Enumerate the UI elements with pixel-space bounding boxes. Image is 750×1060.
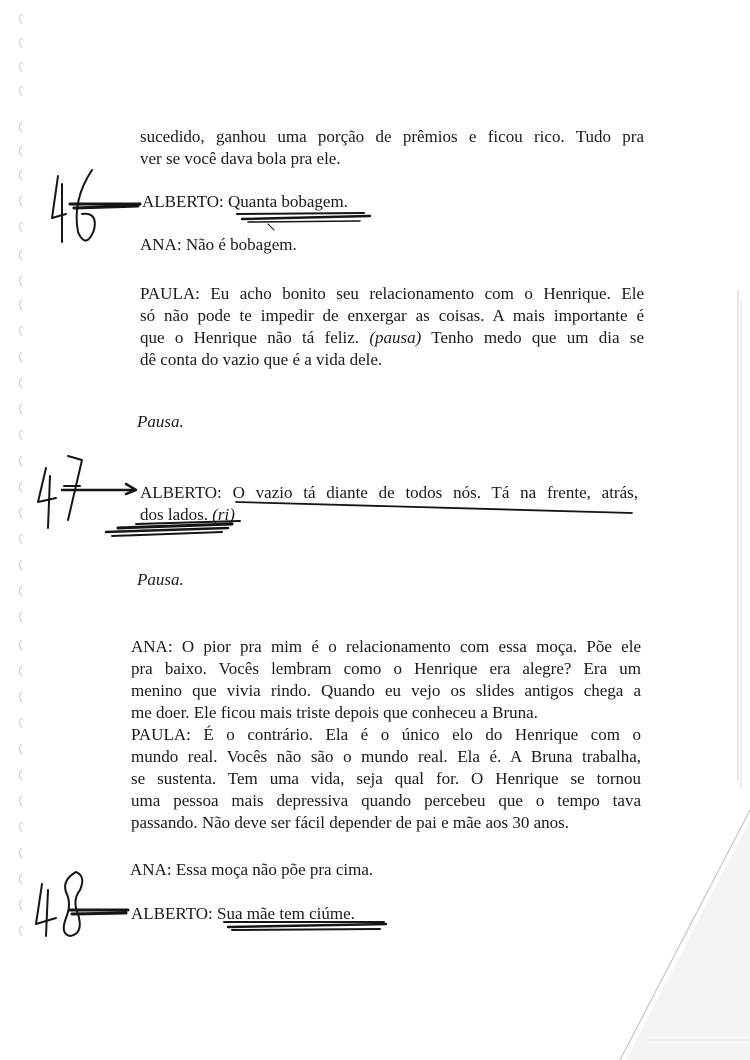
speaker-label: ALBERTO: (140, 483, 222, 502)
stage-direction-pause (137, 411, 337, 433)
handwritten-arrow (70, 204, 140, 208)
text-line: passando. Não deve ser fácil depender de pai e mãe aos 30 anos. (131, 813, 570, 832)
speaker-label: ALBERTO: (131, 904, 213, 923)
dialogue-text: Não é bobagem. (185, 235, 297, 254)
text-line: dê conta do vazio que é a vida dele. (140, 350, 383, 369)
handwritten-scene-number-47 (38, 456, 82, 528)
text-line: menino que vivia rindo. Quando eu vejo os slides antigos chega a (131, 681, 641, 700)
text-line: pra baixo. Vocês lembram como o Henrique era alegre? Era um (131, 659, 641, 678)
dialogue-text: Essa moça não põe pra cima. (175, 860, 374, 879)
text-line (140, 327, 644, 349)
handwritten-arrow (70, 910, 128, 914)
dialogue-paragraph-paula (140, 283, 644, 371)
dialogue-text: Quanta bobagem. (228, 192, 348, 211)
handwritten-underline (237, 213, 370, 230)
speaker-label: ALBERTO: (142, 192, 224, 211)
dialogue-line-ana (140, 234, 620, 256)
dialogue-paragraph-alberto (140, 482, 638, 526)
dialogue-line-alberto (131, 903, 611, 925)
text-line: me doer. Ele ficou mais triste depois que conheceu a Bruna. (131, 703, 538, 722)
text-fragment: que o Henrique não tá feliz. (140, 328, 360, 347)
text-line: ver se você dava bola pra ele. (140, 149, 341, 168)
dialogue-line-alberto (142, 191, 622, 213)
text-line: ANA: O pior pra mim é o relacionamento com essa moça. Põe ele (131, 637, 641, 656)
text-line: sucedido, ganhou uma porção de prêmios e ficou rico. Tudo pra (140, 127, 644, 146)
handwritten-arrow (62, 484, 136, 494)
text-line: uma pessoa mais depressiva quando percebeu que o tempo tava (131, 791, 641, 810)
binding-holes-decoration (0, 0, 40, 1060)
dialogue-paragraph-ana-paula (131, 636, 641, 834)
speaker-label: ANA: (140, 235, 182, 254)
text-fragment: Tenho medo que um dia se (431, 328, 644, 347)
stage-direction-text: Pausa. (137, 570, 184, 589)
dialogue-paragraph-continuation (140, 126, 644, 170)
stage-direction-pause (137, 569, 337, 591)
handwritten-scene-number-46 (52, 170, 95, 242)
dialogue-text: Sua mãe tem ciúme. (217, 904, 355, 923)
speaker-label: ANA: (130, 860, 172, 879)
text-line: mundo real. Vocês não são o mundo real. Ela é. A Bruna trabalha, (131, 747, 641, 766)
text-fragment: dos lados. (140, 505, 208, 524)
text-line: se sustenta. Tem uma vida, seja qual for. O Henrique se tornou (131, 769, 641, 788)
text-line: PAULA: É o contrário. Ela é o único elo do Henrique com o (131, 725, 641, 744)
handwritten-scene-number-48 (36, 872, 82, 936)
text-line (140, 482, 638, 504)
text-line: PAULA: Eu acho bonito seu relacionamento com o Henrique. Ele (140, 284, 644, 303)
text-line (140, 504, 638, 526)
stage-direction: (ri) (212, 505, 235, 524)
dialogue-line-ana (130, 859, 610, 881)
stage-direction-text: Pausa. (137, 412, 184, 431)
text-line: só não pode te impedir de enxergar as coisas. A mais importante é (140, 306, 644, 325)
text-fragment: O vazio tá diante de todos nós. Tá na frente, atrás, (232, 483, 639, 502)
stage-direction: (pausa) (369, 328, 422, 347)
